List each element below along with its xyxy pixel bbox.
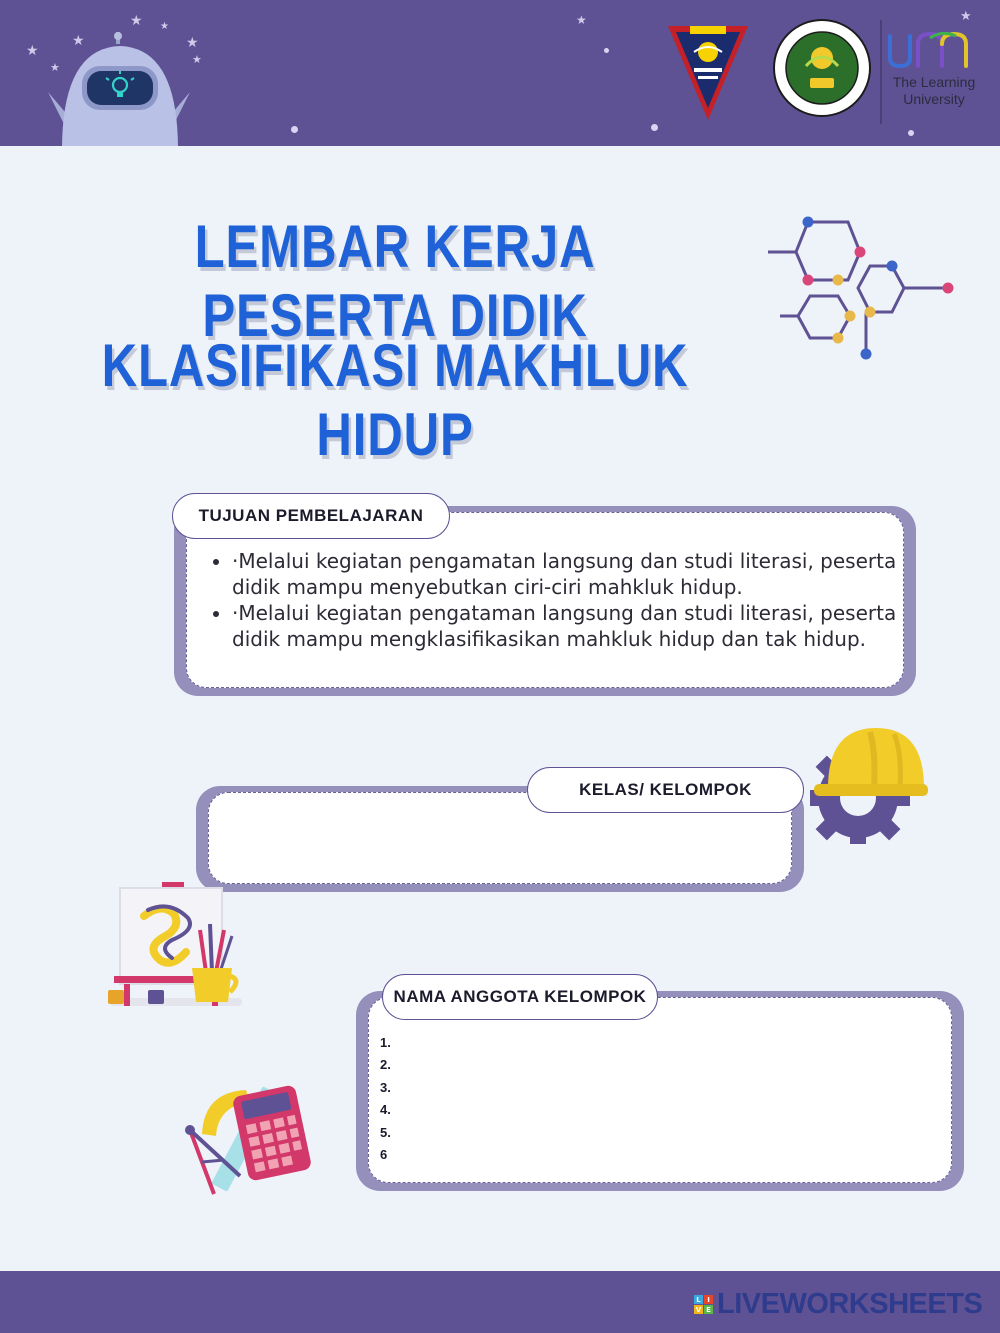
um-tagline-line-1: The Learning bbox=[892, 74, 976, 90]
brand-tile: I bbox=[704, 1295, 713, 1304]
star-dot bbox=[651, 124, 658, 131]
brand-tile: V bbox=[695, 1305, 702, 1314]
tujuan-list bbox=[214, 548, 922, 652]
star-icon: ★ bbox=[576, 13, 587, 27]
art-easel-icon bbox=[100, 880, 244, 1010]
molecule-icon bbox=[764, 208, 964, 368]
um-logo-tagline bbox=[884, 74, 984, 108]
star-dot bbox=[291, 126, 298, 133]
header-band bbox=[0, 0, 1000, 146]
liveworksheets-wordmark: LIVEWORKSHEETS bbox=[717, 1288, 983, 1320]
star-icon: ★ bbox=[192, 53, 202, 66]
brand-tile: L bbox=[694, 1295, 703, 1304]
liveworksheets-logo-icon bbox=[694, 1295, 713, 1314]
star-icon: ★ bbox=[26, 43, 39, 59]
logo-divider bbox=[880, 20, 882, 124]
page-title-line-2: KLASIFIKASI MAKHLUK HIDUP bbox=[101, 332, 689, 468]
anggota-number: 3. bbox=[380, 1079, 391, 1095]
liveworksheets-brand bbox=[694, 1288, 982, 1321]
anggota-number: 5. bbox=[380, 1124, 391, 1140]
kelas-label: KELAS/ KELOMPOK bbox=[527, 767, 804, 813]
smp-school-logo bbox=[664, 20, 752, 124]
um-tagline-line-2: University bbox=[903, 91, 965, 107]
anggota-number: 4. bbox=[380, 1102, 391, 1118]
star-icon: ★ bbox=[50, 61, 60, 74]
anggota-number: 6 bbox=[380, 1147, 388, 1163]
tujuan-label: TUJUAN PEMBELAJARAN bbox=[172, 493, 450, 539]
tujuan-item: • ·Melalui kegiatan pengamatan langsung dan studi literasi, peserta didik mampu menyebutkan ciri-ciri mahkluk hidup. bbox=[232, 548, 922, 600]
hardhat-gear-icon bbox=[810, 722, 930, 844]
robot-icon bbox=[40, 30, 200, 146]
um-logo-mark bbox=[884, 22, 984, 72]
star-dot bbox=[604, 48, 609, 53]
anggota-card bbox=[356, 991, 964, 1191]
star-icon: ★ bbox=[160, 21, 169, 32]
anggota-number: 1. bbox=[380, 1035, 391, 1050]
star-icon: ★ bbox=[186, 35, 199, 51]
star-icon: ★ bbox=[72, 33, 85, 49]
anggota-number-list bbox=[380, 1032, 391, 1166]
anggota-input-area[interactable] bbox=[368, 997, 952, 1183]
um-seal-logo bbox=[772, 18, 872, 118]
star-icon: ★ bbox=[130, 13, 143, 29]
star-icon: ★ bbox=[960, 9, 972, 24]
page-title-line-1: LEMBAR KERJA PESERTA DIDIK bbox=[194, 213, 596, 349]
anggota-label: NAMA ANGGOTA KELOMPOK bbox=[382, 974, 658, 1020]
math-tools-icon bbox=[180, 1064, 312, 1200]
anggota-number: 2. bbox=[380, 1057, 391, 1073]
tujuan-item: • ·Melalui kegiatan pengataman langsung dan studi literasi, peserta didik mampu mengklasifikasikan mahkluk hidup dan tak hidup. bbox=[232, 600, 922, 652]
brand-tile: E bbox=[704, 1305, 713, 1314]
star-dot bbox=[908, 130, 914, 136]
